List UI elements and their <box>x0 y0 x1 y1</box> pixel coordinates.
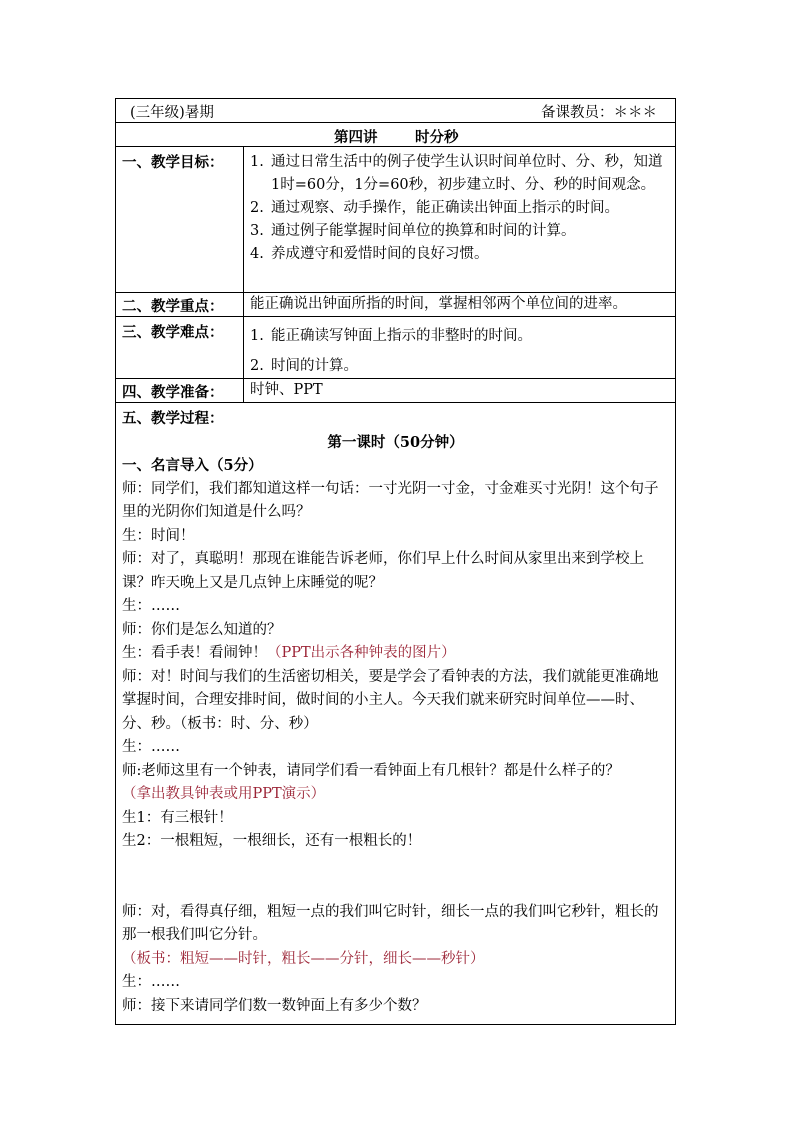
list-item: 3. 通过例子能掌握时间单位的换算和时间的计算。 <box>250 223 576 239</box>
objectives-row <box>116 146 675 292</box>
difficulties-row <box>116 316 675 378</box>
list-item: 2. 时间的计算。 <box>250 358 358 374</box>
preparation-row <box>116 378 675 402</box>
process-row <box>116 402 675 1024</box>
objectives-list <box>250 151 667 266</box>
dialogue-line: 生：…… <box>122 739 180 755</box>
dialogue-line: 生：…… <box>122 598 180 614</box>
dialogue-line: 师：同学们，我们都知道这样一句话：一寸光阴一寸金，寸金难买寸光阴！这个句子里的光阴你们知道是什么吗？ <box>122 480 659 520</box>
dialogue-line: 生：时间！ <box>122 527 195 544</box>
dialogue-line: 师：接下来请同学们数一数钟面上有多少个数？ <box>122 997 427 1014</box>
dialogue-line: 师：你们是怎么知道的？ <box>122 621 282 638</box>
section-heading: 一、名言导入（5分） <box>122 457 263 474</box>
lecture-topic: 时分秒 <box>415 129 459 146</box>
dialogue-line: 生1：有三根针！ <box>122 809 233 826</box>
dialogue-line: 生：看手表！看闹钟！（PPT出示各种钟表的图片） <box>122 645 456 661</box>
grade-label: (三年级)暑期 <box>130 105 214 121</box>
process-label: 五、教学过程： <box>122 410 224 427</box>
lecture-number: 第四讲 <box>334 129 378 146</box>
dialogue-line: 师:老师这里有一个钟表，请同学们看一看钟面上有几根针？都是什么样子的？ <box>122 762 620 779</box>
objectives-label: 一、教学目标： <box>122 154 224 171</box>
title-row <box>116 122 675 146</box>
dialogue-line: 生：…… <box>122 974 180 990</box>
difficulties-label: 三、教学难点： <box>122 324 224 341</box>
lesson-plan-table <box>115 98 676 1025</box>
preparation-label: 四、教学准备： <box>122 384 224 401</box>
stage-direction: （板书：粗短——时针，粗长——分针，细长——秒针） <box>122 950 485 967</box>
teacher-label: 备课教员：＊＊＊ <box>541 105 657 121</box>
difficulties-list <box>250 321 667 381</box>
dialogue-line: 生2：一根粗短，一根细长，还有一根粗长的！ <box>122 833 422 849</box>
key-points-row <box>116 292 675 316</box>
preparation-text: 时钟、PPT <box>250 382 323 398</box>
list-item: 1. 能正确读写钟面上指示的非整时的时间。 <box>250 328 532 344</box>
header-row <box>116 99 675 122</box>
list-item: 4. 养成遵守和爱惜时间的良好习惯。 <box>250 246 489 262</box>
dialogue-line: 师：对！时间与我们的生活密切相关，要是学会了看钟表的方法，我们就能更准确地掌握时间，合理安排时间，做时间的小主人。今天我们就来研究时间单位——时、分、秒。（板书：时、分、秒） <box>122 668 659 732</box>
stage-direction: （拿出教具钟表或用PPT演示） <box>122 786 326 802</box>
list-item: 1. 通过日常生活中的例子使学生认识时间单位时、分、秒，知道1时=60分，1分=60秒，初步建立时、分、秒的时间观念。 <box>250 154 663 193</box>
key-points-label: 二、教学重点： <box>122 298 224 315</box>
dialogue-line: 师：对了，真聪明！那现在谁能告诉老师，你们早上什么时间从家里出来到学校上课？昨天晚上又是几点钟上床睡觉的呢？ <box>122 551 644 591</box>
lesson-title: 第一课时（50分钟） <box>327 433 464 451</box>
list-item: 2. 通过观察、动手操作，能正确读出钟面上指示的时间。 <box>250 200 619 216</box>
dialogue-line: 师：对，看得真仔细，粗短一点的我们叫它时针，细长一点的我们叫它秒针，粗长的那一根我们叫它分针。 <box>122 903 659 943</box>
stage-direction: （PPT出示各种钟表的图片） <box>267 645 456 661</box>
key-points-text: 能正确说出钟面所指的时间，掌握相邻两个单位间的进率。 <box>250 296 627 312</box>
process-body <box>122 407 669 1018</box>
